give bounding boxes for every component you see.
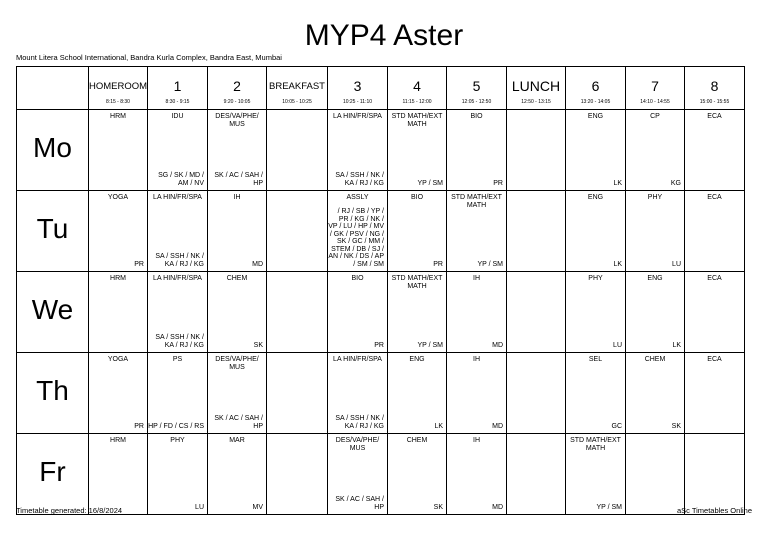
lesson-cell [267, 272, 328, 353]
lesson-content [447, 191, 506, 271]
lesson-teachers: SA / SSH / NK / KA / RJ / KG [155, 334, 204, 349]
period-header-content [685, 67, 744, 109]
lesson-cell [685, 353, 745, 434]
period-header [208, 67, 267, 110]
lesson-content [208, 191, 266, 271]
lesson-subject: DES/VA/PHE/ MUS [215, 356, 259, 371]
lesson-cell [388, 191, 447, 272]
period-header [388, 67, 447, 110]
period-label: 5 [472, 78, 481, 94]
lesson-subject: BIO [410, 194, 424, 201]
software-credit: aSc Timetables Online [676, 506, 752, 515]
day-row [17, 191, 745, 272]
day-row [17, 434, 745, 515]
lesson-cell [447, 272, 507, 353]
lesson-content [388, 191, 446, 271]
corner-cell [17, 67, 89, 110]
lesson-teacher: SK [433, 503, 443, 511]
lesson-subject: BIO [470, 113, 483, 120]
lesson-cell [208, 191, 267, 272]
lesson-subject: DES/VA/PHE/ MUS [335, 437, 380, 452]
lesson-content [328, 110, 387, 190]
lesson-subject: YOGA [107, 356, 129, 363]
lesson-cell [507, 272, 566, 353]
lesson-content [208, 434, 266, 514]
day-name: We [31, 294, 74, 325]
day-row [17, 110, 745, 191]
period-time: 11:15 - 12:00 [402, 99, 432, 105]
lesson-teacher: PR [374, 341, 384, 349]
lesson-content [328, 191, 387, 271]
lesson-cell [148, 353, 208, 434]
lesson-cell [328, 110, 388, 191]
lesson-cell [685, 434, 745, 515]
lesson-content [626, 191, 684, 271]
lesson-content [685, 434, 744, 514]
lesson-subject: ECA [707, 275, 722, 282]
lesson-content [566, 353, 625, 433]
lesson-subject: ECA [707, 113, 722, 120]
lesson-cell [566, 272, 626, 353]
lesson-teachers: SA / SSH / NK / KA / RJ / KG [335, 172, 384, 187]
lesson-cell [447, 110, 507, 191]
period-time: 8:15 - 8:30 [106, 99, 130, 105]
lesson-teachers: SK / AC / SAH / HP [214, 172, 263, 187]
lesson-subject: CHEM [406, 437, 428, 444]
timetable-body [17, 67, 745, 515]
school-name: Mount Litera School International, Bandra Kurla Complex, Bandra East, Mumbai [16, 53, 282, 62]
lesson-subject: PHY [588, 275, 603, 282]
lesson-teacher: MD [492, 422, 503, 430]
period-header [626, 67, 685, 110]
lesson-content [148, 353, 207, 433]
lesson-cell [626, 110, 685, 191]
lesson-content [89, 353, 147, 433]
lesson-teachers: SG / SK / MD / AM / NV [158, 172, 204, 187]
lesson-subject: IH [233, 194, 241, 201]
period-time: 12:05 - 12:50 [461, 99, 492, 105]
lesson-content [566, 110, 625, 190]
generated-date: Timetable generated: 16/8/2024 [16, 506, 123, 515]
lesson-content [267, 353, 327, 433]
period-time: 15:00 - 15:55 [699, 99, 730, 105]
lesson-subject: PHY [170, 437, 185, 444]
lesson-subject: SEL [588, 356, 603, 363]
lesson-teacher: YP / SM [417, 179, 443, 187]
period-label: 8 [710, 78, 719, 94]
lesson-teacher: MV [252, 503, 263, 511]
period-header-content [388, 67, 446, 109]
period-header [566, 67, 626, 110]
lesson-cell [388, 110, 447, 191]
lesson-teacher: PR [493, 179, 503, 187]
period-time: 12:50 - 13:15 [521, 99, 551, 105]
day-cell [17, 434, 89, 515]
lesson-content [267, 434, 327, 514]
day-cell-content [17, 110, 88, 190]
lesson-content [626, 272, 684, 352]
period-time: 9:20 - 10:05 [223, 99, 251, 105]
day-cell [17, 110, 89, 191]
lesson-content [447, 353, 506, 433]
lesson-subject: LA HIN/FR/SPA [333, 113, 382, 120]
lesson-content [208, 272, 266, 352]
lesson-cell [507, 110, 566, 191]
lesson-content [89, 272, 147, 352]
lesson-cell [328, 272, 388, 353]
lesson-content [148, 272, 207, 352]
lesson-cell [566, 434, 626, 515]
lesson-content [566, 272, 625, 352]
lesson-content [626, 353, 684, 433]
lesson-subject: STD MATH/EXT MATH [391, 275, 443, 290]
period-header [148, 67, 208, 110]
period-header-content [507, 67, 565, 109]
lesson-subject: LA HIN/FR/SPA [153, 194, 202, 201]
lesson-content [507, 191, 565, 271]
lesson-cell [89, 110, 148, 191]
lesson-subject: HRM [110, 437, 126, 444]
lesson-content [328, 272, 387, 352]
period-time: 8:30 - 9:15 [165, 99, 190, 105]
lesson-subject: PHY [647, 194, 663, 201]
lesson-content [328, 434, 387, 514]
lesson-cell [626, 434, 685, 515]
period-label: LUNCH [511, 78, 561, 94]
lesson-content [447, 272, 506, 352]
lesson-content [626, 110, 684, 190]
day-name: Th [36, 375, 69, 406]
lesson-subject: HRM [110, 113, 126, 120]
lesson-content [447, 110, 506, 190]
lesson-content [89, 434, 147, 514]
day-name: Mo [33, 132, 72, 163]
period-header-content [447, 67, 506, 109]
period-header-content [626, 67, 684, 109]
lesson-cell [388, 272, 447, 353]
lesson-content [685, 191, 744, 271]
lesson-teacher: LU [672, 260, 681, 268]
lesson-teachers: HP / FD / CS / RS [148, 422, 204, 430]
lesson-content [685, 272, 744, 352]
lesson-subject: IDU [171, 113, 184, 120]
lesson-cell [208, 434, 267, 515]
lesson-cell [267, 110, 328, 191]
lesson-teacher: LK [672, 341, 681, 349]
lesson-cell [685, 191, 745, 272]
lesson-subject: MAR [229, 437, 245, 444]
lesson-cell [447, 191, 507, 272]
lesson-cell [208, 272, 267, 353]
period-label: 6 [591, 78, 600, 94]
header-row [17, 67, 745, 110]
timetable-title: MYP4 Aster [304, 19, 464, 52]
period-time: 10:05 - 10:25 [282, 99, 312, 105]
lesson-content [566, 434, 625, 514]
lesson-teacher: SK [671, 422, 681, 430]
lesson-content [267, 110, 327, 190]
lesson-teacher: GC [611, 422, 622, 430]
lesson-content [267, 272, 327, 352]
lesson-subject: IH [473, 356, 480, 363]
lesson-teacher: LU [613, 341, 622, 349]
lesson-teacher: KG [670, 179, 681, 187]
lesson-subject: ENG [409, 356, 425, 363]
lesson-teacher: MD [492, 341, 503, 349]
period-header [507, 67, 566, 110]
lesson-teacher: MD [492, 503, 503, 511]
lesson-content [388, 353, 446, 433]
day-cell-content [17, 191, 88, 271]
lesson-content [148, 434, 207, 514]
period-header-content [148, 67, 207, 109]
lesson-content [388, 110, 446, 190]
lesson-cell [507, 191, 566, 272]
lesson-cell [626, 191, 685, 272]
lesson-subject: ASSLY [346, 194, 369, 201]
day-name: Tu [36, 213, 69, 244]
lesson-subject: CHEM [644, 356, 666, 363]
lesson-content [148, 191, 207, 271]
period-header-content [208, 67, 266, 109]
lesson-subject: ENG [587, 113, 604, 120]
period-label: 1 [173, 78, 182, 94]
lesson-teacher: LU [195, 503, 204, 511]
lesson-subject: ECA [707, 194, 722, 201]
lesson-teacher: YP / SM [596, 503, 622, 511]
lesson-subject: ECA [707, 356, 722, 363]
lesson-cell [148, 434, 208, 515]
day-cell [17, 272, 89, 353]
period-label: HOMEROOM [89, 81, 148, 92]
period-label: 4 [413, 78, 421, 94]
lesson-content [208, 110, 266, 190]
lesson-teachers: / RJ / SB / YP / PR / KG / NK / VP / LU / HP / MV / GK / PSV / NG / SK / GC / MM / STEM / DB / SJ / AN / NK / DS / AP / SM / SM [328, 208, 384, 268]
period-header [89, 67, 148, 110]
lesson-cell [447, 353, 507, 434]
lesson-cell [566, 191, 626, 272]
lesson-subject: HRM [110, 275, 126, 282]
lesson-cell [626, 353, 685, 434]
lesson-subject: LA HIN/FR/SPA [153, 275, 202, 282]
lesson-cell [148, 110, 208, 191]
lesson-cell [566, 353, 626, 434]
period-label: 2 [233, 78, 241, 94]
lesson-cell [685, 110, 745, 191]
lesson-subject: STD MATH/EXT MATH [451, 194, 502, 209]
lesson-cell [507, 353, 566, 434]
day-cell-content [17, 272, 88, 352]
lesson-subject: ENG [647, 275, 663, 282]
day-cell-content [17, 434, 88, 514]
lesson-cell [267, 191, 328, 272]
lesson-cell [89, 353, 148, 434]
lesson-cell [626, 272, 685, 353]
lesson-subject: PS [172, 356, 183, 363]
period-label: 3 [353, 78, 362, 94]
lesson-cell [685, 272, 745, 353]
period-time: 13:20 - 14:05 [580, 99, 611, 105]
period-label: BREAKFAST [269, 81, 325, 92]
lesson-subject: BIO [351, 275, 364, 282]
lesson-content [89, 191, 147, 271]
lesson-cell [267, 434, 328, 515]
lesson-content [208, 353, 266, 433]
lesson-content [388, 434, 446, 514]
day-name: Fr [39, 456, 66, 487]
lesson-teachers: SK / AC / SAH / HP [214, 415, 263, 430]
lesson-content [507, 110, 565, 190]
period-header [328, 67, 388, 110]
lesson-content [566, 191, 625, 271]
lesson-cell [89, 272, 148, 353]
lesson-cell [566, 110, 626, 191]
period-time: 10:25 - 11:10 [342, 99, 373, 105]
lesson-teacher: LK [613, 179, 622, 187]
lesson-cell [208, 353, 267, 434]
lesson-teacher: YP / SM [477, 260, 503, 268]
lesson-teachers: SA / SSH / NK / KA / RJ / KG [155, 253, 204, 268]
lesson-content [626, 434, 684, 514]
lesson-subject: STD MATH/EXT MATH [570, 437, 621, 452]
lesson-cell [328, 434, 388, 515]
lesson-content [328, 353, 387, 433]
lesson-teachers: SK / AC / SAH / HP [335, 496, 384, 511]
period-header [267, 67, 328, 110]
lesson-teacher: SK [253, 341, 263, 349]
period-header-content [89, 67, 147, 109]
lesson-content [507, 272, 565, 352]
lesson-subject: CP [650, 113, 660, 120]
lesson-content [148, 110, 207, 190]
lesson-subject: IH [473, 275, 480, 282]
lesson-cell [148, 272, 208, 353]
lesson-teacher: PR [433, 260, 443, 268]
lesson-content [507, 434, 565, 514]
lesson-subject: YOGA [107, 194, 129, 201]
period-header [447, 67, 507, 110]
lesson-content [89, 110, 147, 190]
period-header-content [267, 67, 327, 109]
day-row [17, 353, 745, 434]
lesson-teacher: LK [434, 422, 443, 430]
lesson-cell [388, 353, 447, 434]
timetable-grid [16, 66, 745, 515]
lesson-content [267, 191, 327, 271]
lesson-subject: ENG [587, 194, 604, 201]
lesson-subject: STD MATH/EXT MATH [391, 113, 443, 128]
lesson-content [507, 353, 565, 433]
lesson-subject: IH [473, 437, 480, 444]
lesson-subject: CHEM [226, 275, 248, 282]
lesson-subject: DES/VA/PHE/ MUS [215, 113, 259, 128]
lesson-cell [148, 191, 208, 272]
lesson-cell [208, 110, 267, 191]
lesson-teacher: PR [134, 260, 144, 268]
lesson-teacher: MD [252, 260, 263, 268]
period-header-content [566, 67, 625, 109]
period-header-content [328, 67, 387, 109]
lesson-teacher: LK [613, 260, 622, 268]
period-header [685, 67, 745, 110]
lesson-cell [447, 434, 507, 515]
day-cell [17, 191, 89, 272]
lesson-teacher: PR [134, 422, 144, 430]
lesson-cell [267, 353, 328, 434]
period-label: 7 [651, 78, 659, 94]
lesson-cell [388, 434, 447, 515]
lesson-cell [89, 191, 148, 272]
lesson-content [685, 110, 744, 190]
lesson-subject: LA HIN/FR/SPA [333, 356, 382, 363]
lesson-cell [507, 434, 566, 515]
lesson-cell [328, 353, 388, 434]
day-row [17, 272, 745, 353]
lesson-content [447, 434, 506, 514]
day-cell-content [17, 353, 88, 433]
lesson-teacher: YP / SM [417, 341, 443, 349]
lesson-teachers: SA / SSH / NK / KA / RJ / KG [335, 415, 384, 430]
lesson-content [388, 272, 446, 352]
lesson-cell [89, 434, 148, 515]
lesson-cell [328, 191, 388, 272]
lesson-content [685, 353, 744, 433]
period-time: 14:10 - 14:55 [640, 99, 670, 105]
day-cell [17, 353, 89, 434]
